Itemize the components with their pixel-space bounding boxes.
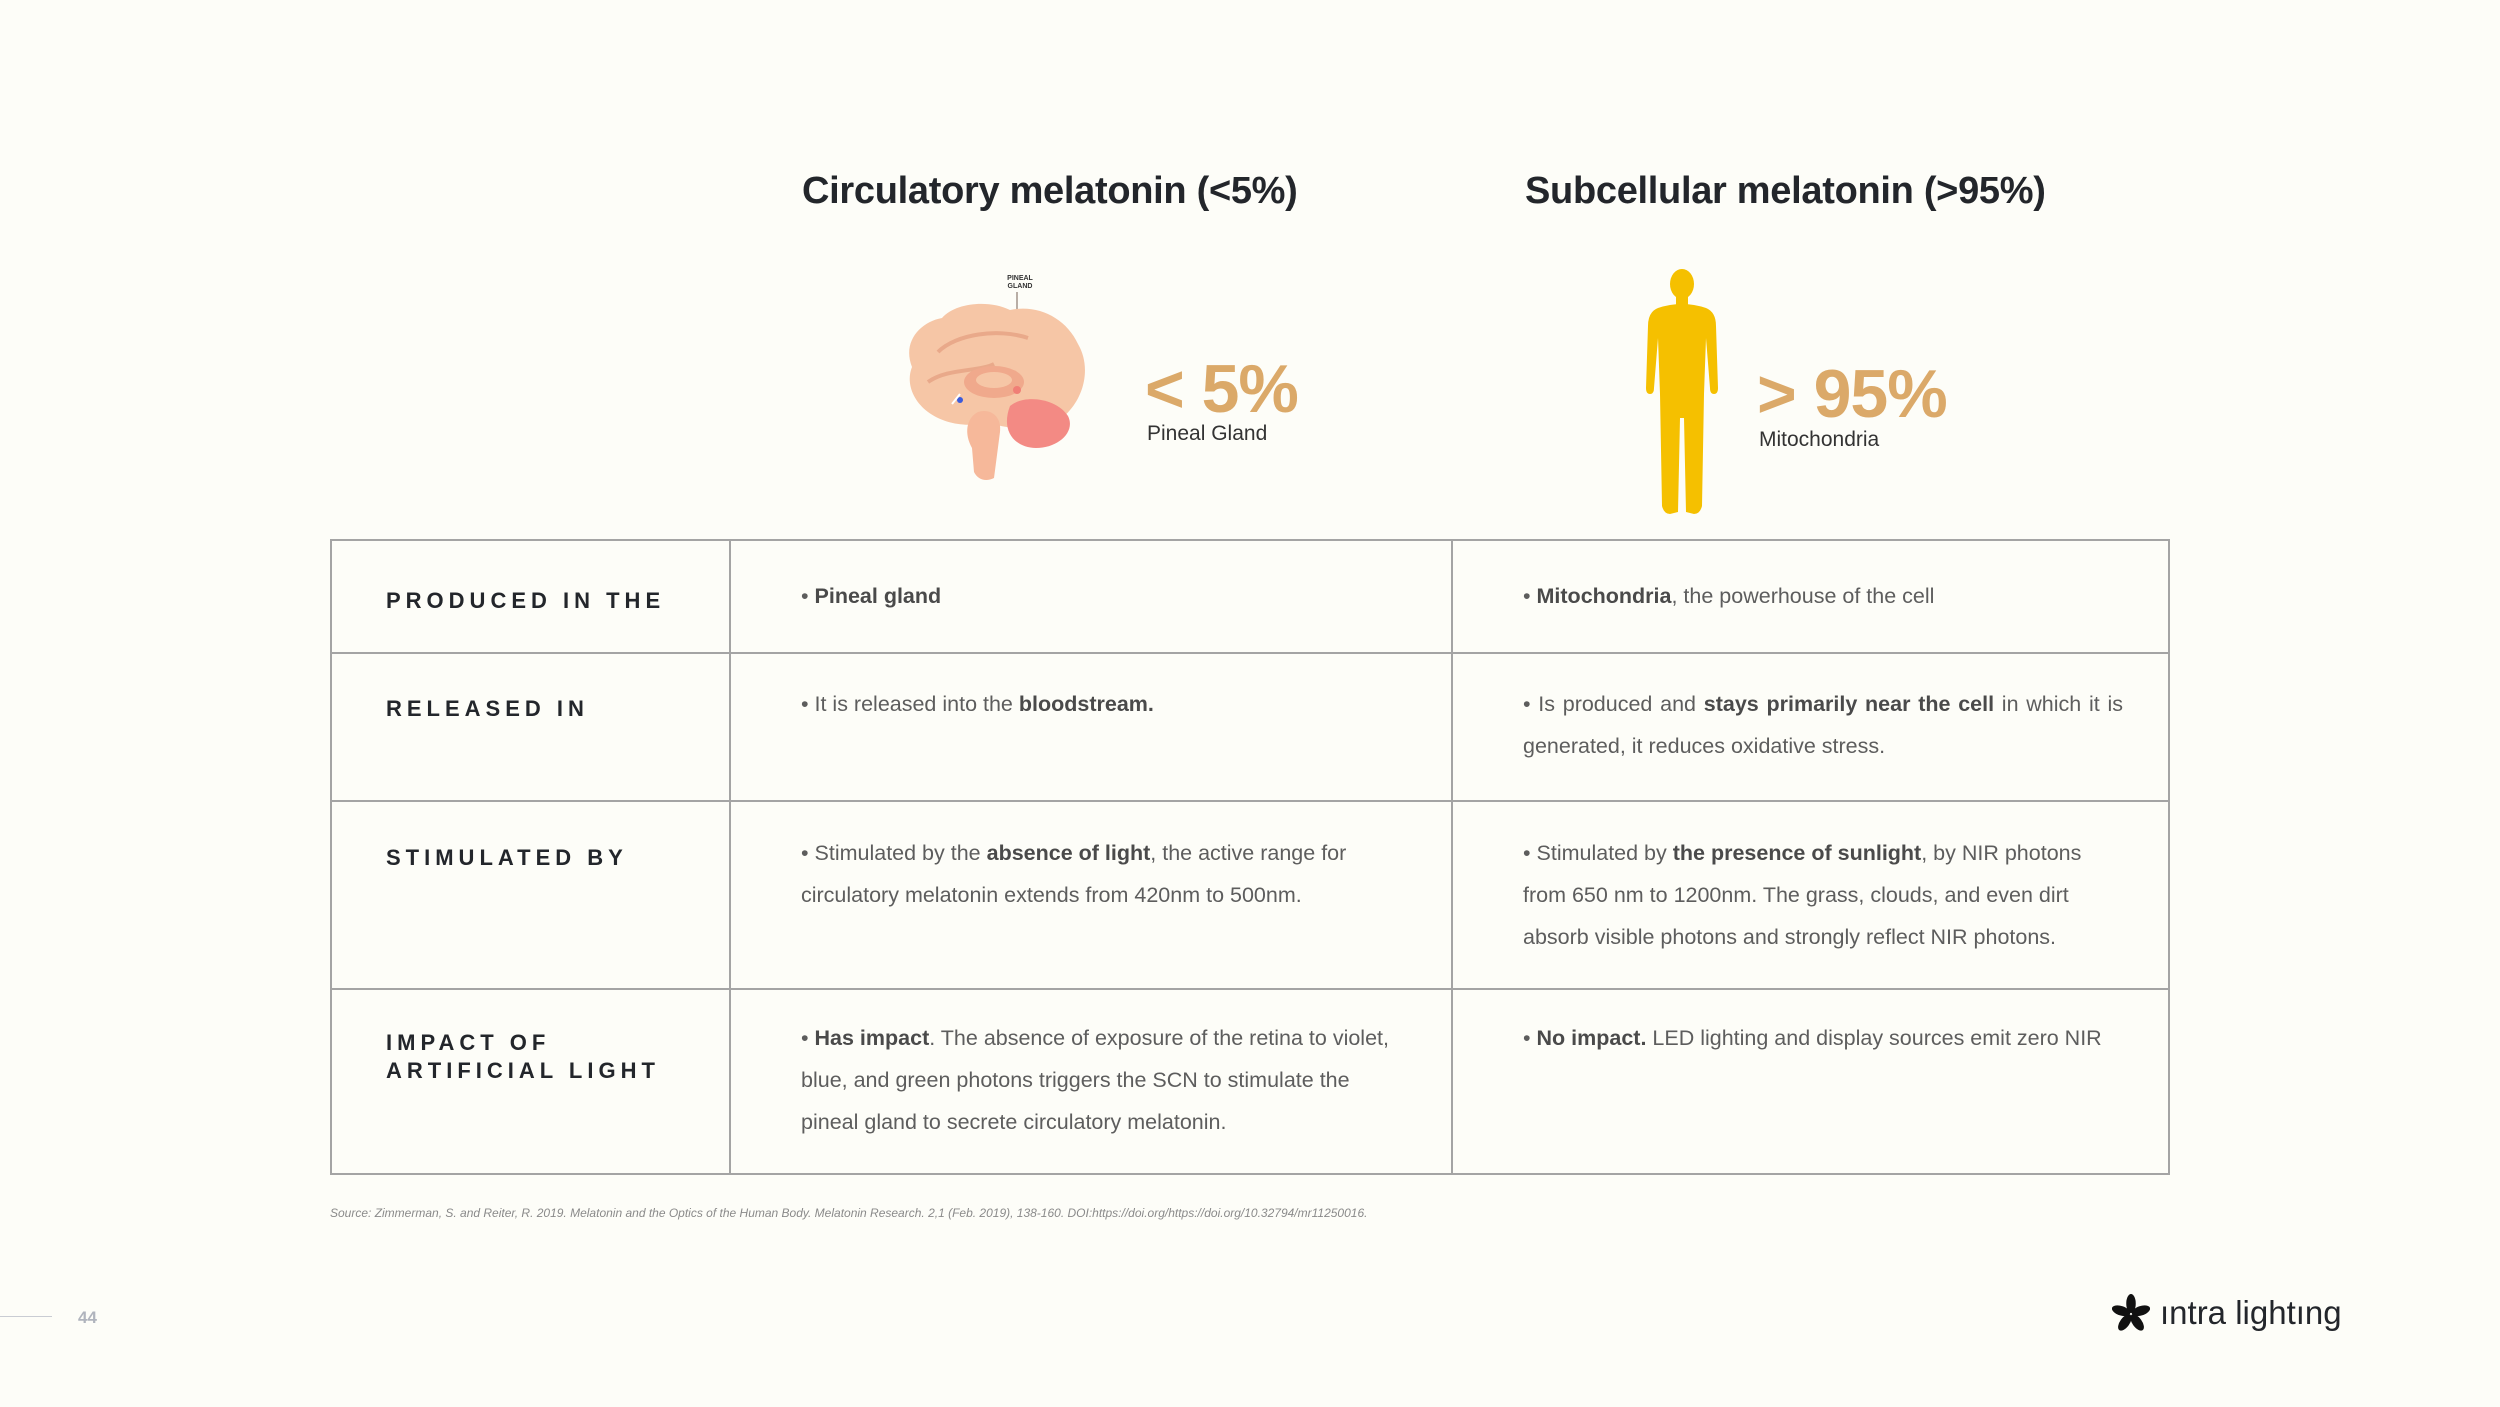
text-segment: LED lighting and display sources emit zero NIR — [1646, 1026, 2102, 1050]
cell-produced-circulatory — [801, 575, 1421, 617]
bold-text-segment: absence of light — [986, 841, 1151, 865]
human-body-icon — [1644, 268, 1720, 519]
logo-wordmark — [2160, 1294, 2342, 1332]
text-segment: • Stimulated by — [1523, 841, 1673, 865]
bold-text-segment: Mitochondria — [1536, 584, 1672, 608]
cell-produced-subcellular — [1523, 575, 2143, 617]
table-divider — [729, 541, 731, 1173]
text-segment: • Is produced and — [1523, 692, 1704, 716]
cell-impact-subcellular — [1523, 1017, 2143, 1059]
bold-text-segment: No impact. — [1536, 1026, 1647, 1050]
logo-word-lighting: lightıng — [2235, 1294, 2342, 1331]
table-divider — [332, 652, 2168, 654]
cell-stimulated-circulatory — [801, 832, 1421, 916]
table-divider — [332, 988, 2168, 990]
circulatory-title: Circulatory melatonin (<5%) — [802, 170, 1298, 212]
page-number: 44 — [78, 1308, 97, 1327]
text-segment: , by NIR photons from 650 nm to 1200nm. The grass, clouds, and even dirt absorb visible photons and strongly reflect NIR photons. — [1523, 841, 2082, 949]
circulatory-percentage: < 5% — [1145, 351, 1298, 427]
subcellular-percentage-label: Mitochondria — [1759, 428, 1880, 451]
row-header-produced-in: PRODUCED IN THE — [386, 588, 666, 613]
text-segment: • — [801, 584, 815, 608]
pineal-gland-caption: PINEAL GLAND — [1007, 275, 1033, 290]
row-header-released-in: RELEASED IN — [386, 696, 589, 721]
text-segment: • It is released into the — [801, 692, 1019, 716]
text-segment: • — [801, 1026, 815, 1050]
text-segment: • Stimulated by the — [801, 841, 987, 865]
intra-lighting-logo — [2112, 1294, 2342, 1332]
source-citation: Source: Zimmerman, S. and Reiter, R. 2019. Melatonin and the Optics of the Human Body. Melatonin Research. 2,1 (Feb. 2019), 138-160. DOI:https://doi.org/https://doi.org/10.32794/mr11250016. — [330, 1206, 1368, 1220]
subcellular-title: Subcellular melatonin (>95%) — [1525, 170, 2046, 212]
row-header-stimulated-by: STIMULATED BY — [386, 845, 628, 870]
text-segment: • — [1523, 1026, 1537, 1050]
table-divider — [1451, 541, 1453, 1173]
bold-text-segment: the presence of sunlight — [1672, 841, 1922, 865]
table-divider — [332, 800, 2168, 802]
comparison-table — [330, 539, 2170, 1175]
text-segment: . The absence of exposure of the retina to violet, blue, and green photons triggers the SCN to stimulate the pineal gland to secrete circulatory melatonin. — [801, 1026, 1389, 1134]
asterisk-logo-icon — [2112, 1294, 2150, 1332]
text-segment: , the active range for circulatory melatonin extends from 420nm to 500nm. — [801, 841, 1347, 907]
logo-word-intra: ıntra — [2160, 1294, 2227, 1331]
row-header-impact-of-artificial-light: IMPACT OF ARTIFICIAL LIGHT — [386, 1030, 660, 1083]
circulatory-percentage-label: Pineal Gland — [1147, 422, 1268, 445]
cell-impact-circulatory — [801, 1017, 1401, 1143]
text-segment: • — [1523, 584, 1537, 608]
text-segment: in which it is generated, it reduces oxidative stress. — [1523, 692, 2124, 758]
text-segment: , the powerhouse of the cell — [1671, 584, 1935, 608]
subcellular-percentage: > 95% — [1757, 356, 1947, 432]
bold-text-segment: stays primarily near the cell — [1703, 692, 1995, 716]
bold-text-segment: bloodstream. — [1018, 692, 1154, 716]
page-number-rule — [0, 1316, 52, 1317]
brain-icon — [898, 272, 1098, 487]
bold-text-segment: Has impact — [814, 1026, 930, 1050]
bold-text-segment: Pineal gland — [814, 584, 942, 608]
cell-released-subcellular — [1523, 683, 2123, 767]
cell-stimulated-subcellular — [1523, 832, 2123, 958]
cell-released-circulatory — [801, 683, 1421, 725]
